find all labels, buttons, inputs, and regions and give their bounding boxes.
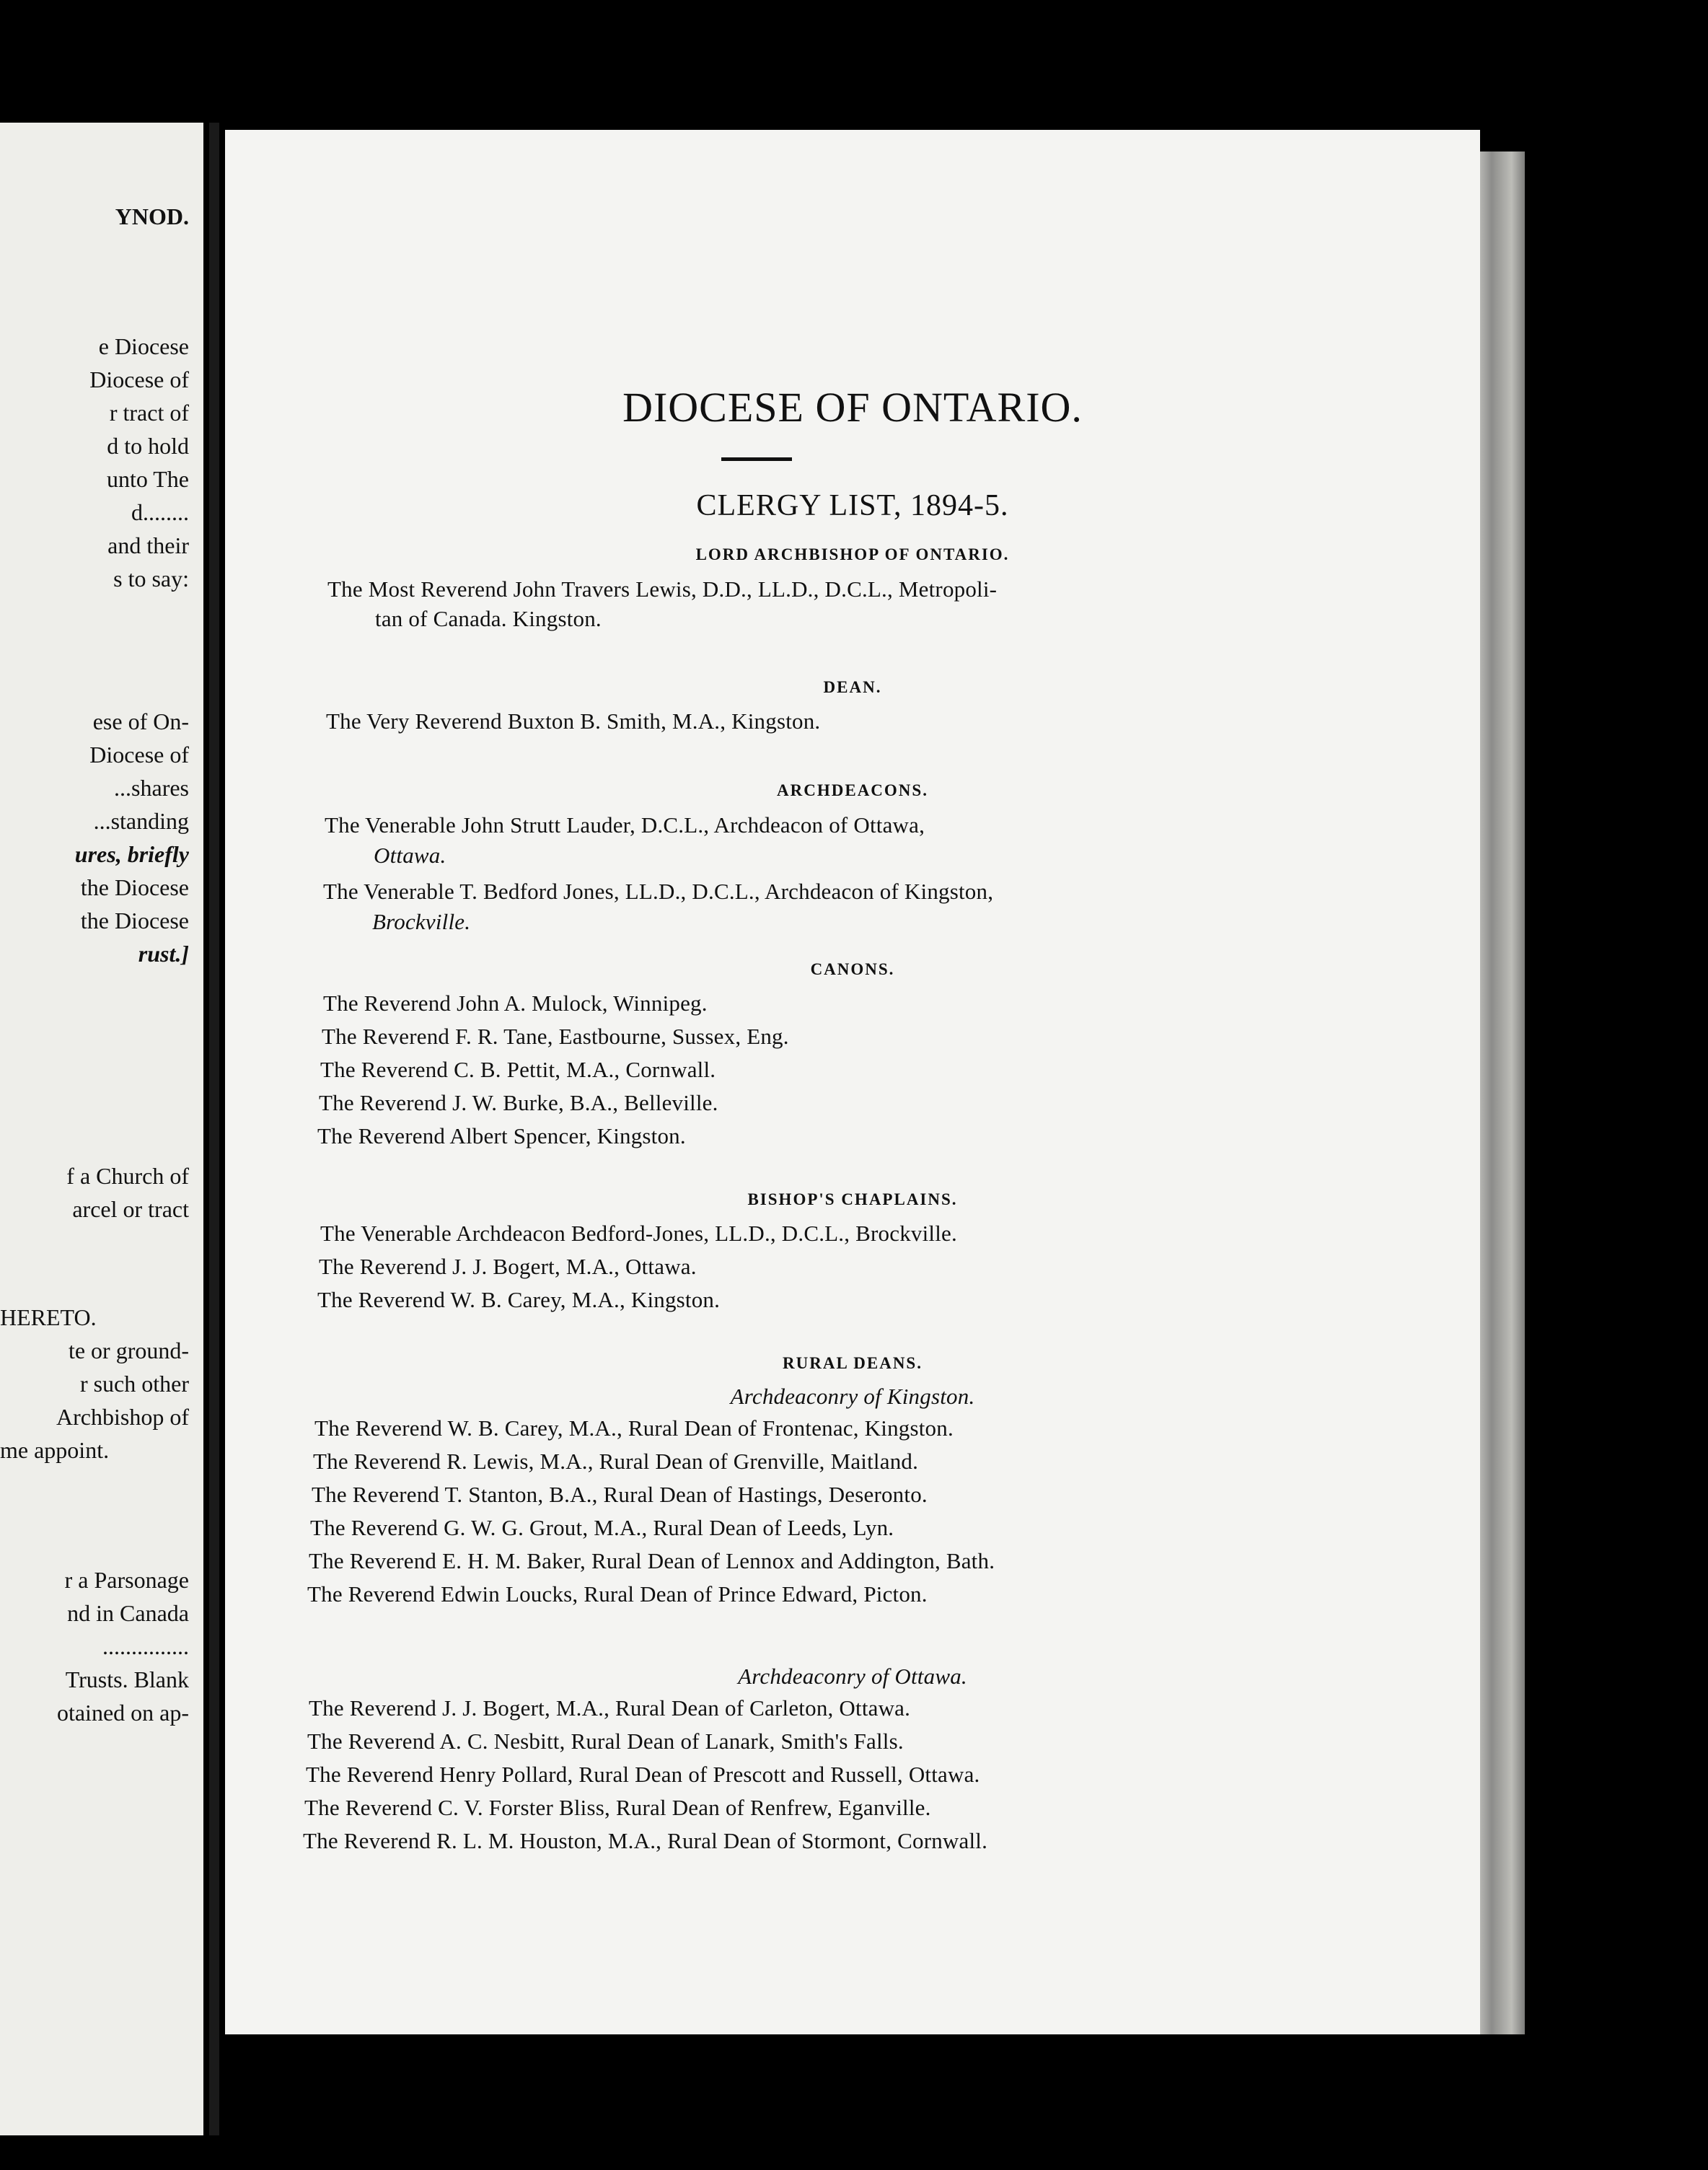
left-page-line: d........ [131,499,189,525]
chaplains-heading: BISHOP'S CHAPLAINS. [747,1190,958,1208]
archdeacon-entry: The Venerable John Strutt Lauder, D.C.L., Archdeacon of Ottawa, [325,812,925,838]
left-page-line: e Diocese [98,333,189,359]
left-page-line: ures, briefly [74,841,189,867]
rural-deans-heading: RURAL DEANS. [783,1354,923,1372]
left-page-line: otained on ap- [56,1700,189,1726]
rural-dean-entry: The Reverend R. Lewis, M.A., Rural Dean of Grenville, Maitland. [313,1449,919,1474]
archbishop-line: The Most Reverend John Travers Lewis, D.D., LL.D., D.C.L., Metropoli- [327,576,998,602]
left-page-line: me appoint. [0,1437,110,1463]
page-title: DIOCESE OF ONTARIO. [622,384,1083,431]
left-page-line: Trusts. Blank [65,1666,189,1692]
archdeacons-heading: ARCHDEACONS. [777,781,928,799]
chaplain-entry: The Reverend J. J. Bogert, M.A., Ottawa. [319,1254,697,1279]
left-page-line: nd in Canada [67,1600,189,1626]
book-spine [209,123,219,2135]
canon-entry: The Reverend Albert Spencer, Kingston. [317,1123,686,1148]
canon-entry: The Reverend John A. Mulock, Winnipeg. [323,990,708,1016]
left-page-line: the Diocese [80,908,189,934]
chaplain-entry: The Reverend W. B. Carey, M.A., Kingston. [317,1287,721,1312]
left-page-line: d to hold [107,433,189,459]
left-page-line: YNOD. [115,203,189,229]
left-page-line: Diocese of [89,366,189,392]
chaplain-entry: The Venerable Archdeacon Bedford-Jones, LL.D., D.C.L., Brockville. [320,1221,957,1246]
left-page-line: r tract of [109,400,189,426]
rural-dean-entry: The Reverend Henry Pollard, Rural Dean of Prescott and Russell, Ottawa. [306,1762,980,1787]
rural-dean-entry: The Reverend T. Stanton, B.A., Rural Dean of Hastings, Deseronto. [312,1482,928,1507]
left-page-line: ...shares [114,775,189,801]
left-page-line: unto The [106,466,189,492]
archdeacon-entry-location: Brockville. [372,909,471,934]
left-page-line: HERETO. [0,1304,97,1330]
left-page-line: ...standing [93,808,189,834]
left-page-line: Diocese of [89,742,189,768]
archdeacon-entry: The Venerable T. Bedford Jones, LL.D., D.C.L., Archdeacon of Kingston, [323,879,994,904]
left-page-line: ese of On- [92,708,189,734]
left-page-line: r such other [79,1371,189,1397]
left-facing-page [0,123,203,2135]
dean-line: The Very Reverend Buxton B. Smith, M.A., Kingston. [326,708,821,734]
left-page-line: the Diocese [80,874,189,900]
canon-entry: The Reverend C. B. Pettit, M.A., Cornwall. [320,1057,716,1082]
left-page-line: te or ground- [68,1337,189,1363]
archdeaconry-kingston-heading: Archdeaconry of Kingston. [730,1384,975,1409]
left-page-line: s to say: [113,566,189,592]
archdeacon-entry-location: Ottawa. [374,843,446,868]
canons-heading: CANONS. [810,960,895,978]
rural-dean-entry: The Reverend W. B. Carey, M.A., Rural Dean of Frontenac, Kingston. [314,1415,954,1441]
right-page [225,130,1480,2034]
title-rule [721,457,792,461]
left-page-line: rust.] [138,941,189,967]
rural-dean-entry: The Reverend C. V. Forster Bliss, Rural Dean of Renfrew, Eganville. [304,1795,931,1820]
rural-dean-entry: The Reverend E. H. M. Baker, Rural Dean of Lennox and Addington, Bath. [309,1548,995,1573]
left-page-line: r a Parsonage [64,1567,189,1593]
clergy-list-heading: CLERGY LIST, 1894-5. [696,489,1009,522]
left-page-line: ............... [102,1633,189,1659]
rural-dean-entry: The Reverend A. C. Nesbitt, Rural Dean of Lanark, Smith's Falls. [307,1728,904,1754]
canon-entry: The Reverend F. R. Tane, Eastbourne, Sussex, Eng. [322,1024,789,1049]
rural-dean-entry: The Reverend J. J. Bogert, M.A., Rural Dean of Carleton, Ottawa. [309,1695,911,1721]
left-page-line: arcel or tract [72,1196,189,1222]
archbishop-line-cont: tan of Canada. Kingston. [375,606,602,631]
left-page-line: Archbishop of [56,1404,189,1430]
left-page-line: f a Church of [66,1163,189,1189]
rural-dean-entry: The Reverend Edwin Loucks, Rural Dean of Prince Edward, Picton. [307,1581,928,1607]
rural-dean-entry: The Reverend R. L. M. Houston, M.A., Rural Dean of Stormont, Cornwall. [303,1828,988,1853]
rural-dean-entry: The Reverend G. W. G. Grout, M.A., Rural Dean of Leeds, Lyn. [310,1515,894,1540]
archdeaconry-ottawa-heading: Archdeaconry of Ottawa. [738,1664,967,1689]
canon-entry: The Reverend J. W. Burke, B.A., Belleville. [319,1090,718,1115]
dean-heading: DEAN. [823,678,882,696]
archbishop-heading: LORD ARCHBISHOP OF ONTARIO. [695,545,1010,563]
left-page-line: and their [107,532,189,558]
